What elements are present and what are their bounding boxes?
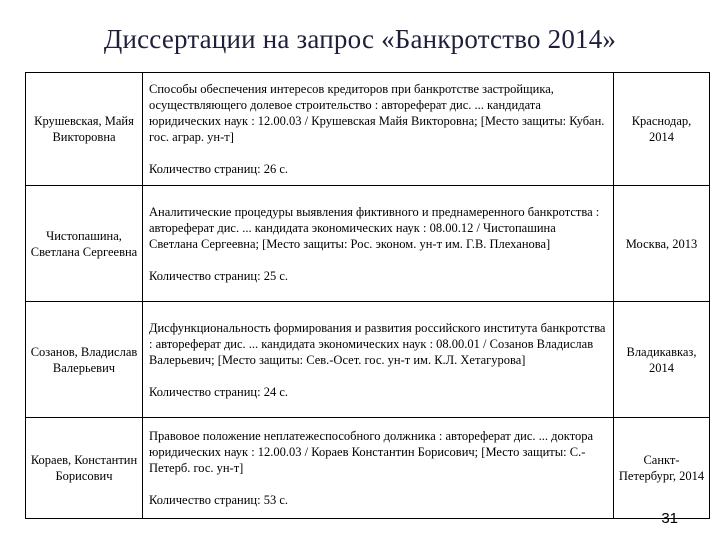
description-cell: [143, 418, 614, 519]
dissertations-table: [25, 72, 710, 519]
description-cell: [143, 73, 614, 186]
description-text: Способы обеспечения интересов кредиторов при банкротстве застройщика, осуществляющего долевое строительство : автореферат дис. ... кандидата юридических наук : 12.00.03 / Крушевская Майя Викторовна; [Место защиты: Кубан. гос. аграр. ун-т]: [149, 82, 605, 144]
page-number: 31: [661, 510, 678, 527]
description-cell: [143, 302, 614, 418]
page-count: Количество страниц: 25 с.: [149, 268, 289, 283]
author-cell: Крушевская, Майя Викторовна: [26, 73, 143, 186]
description-text: Правовое положение неплатежеспособного должника : автореферат дис. ... доктора юридических наук : 12.00.03 / Кораев Константин Борисович; [Место защиты: С.-Петерб. гос. ун-т]: [149, 429, 594, 475]
page-count: Количество страниц: 26 с.: [149, 162, 289, 176]
page-count: Количество страниц: 53 с.: [149, 493, 289, 507]
description-text: Аналитические процедуры выявления фиктивного и преднамеренного банкротства : автореферат дис. ... кандидата экономических наук : 08.00.12 / Чистопашина Светлана Сергеевна; [Место защиты: Рос. эконом. ун-т им. Г.В. Плеханова]: [149, 204, 600, 251]
table-row: [26, 302, 710, 418]
place-year-cell: Москва, 2013: [614, 186, 710, 302]
page-count: Количество страниц: 24 с.: [149, 384, 289, 399]
author-cell: Чистопашина, Светлана Сергеевна: [26, 186, 143, 302]
table-row: [26, 73, 710, 186]
place-year-cell: Владикавказ, 2014: [614, 302, 710, 418]
place-year-cell: Санкт-Петербург, 2014: [614, 418, 710, 519]
page-title: Диссертации на запрос «Банкротство 2014»: [103, 24, 617, 54]
description-text: Дисфункциональность формирования и развития российского института банкротства : автореферат дис. ... кандидата экономических наук : 08.00.01 / Созанов Владислав Валерьевич; [Место защиты: Сев.-Осет. гос. ун-т им. К.Л. Хетагурова]: [149, 320, 606, 367]
table-row: [26, 418, 710, 519]
author-cell: Созанов, Владислав Валерьевич: [26, 302, 143, 418]
description-cell: [143, 186, 614, 302]
table-row: [26, 186, 710, 302]
author-cell: Кораев, Константин Борисович: [26, 418, 143, 519]
place-year-cell: Краснодар, 2014: [614, 73, 710, 186]
